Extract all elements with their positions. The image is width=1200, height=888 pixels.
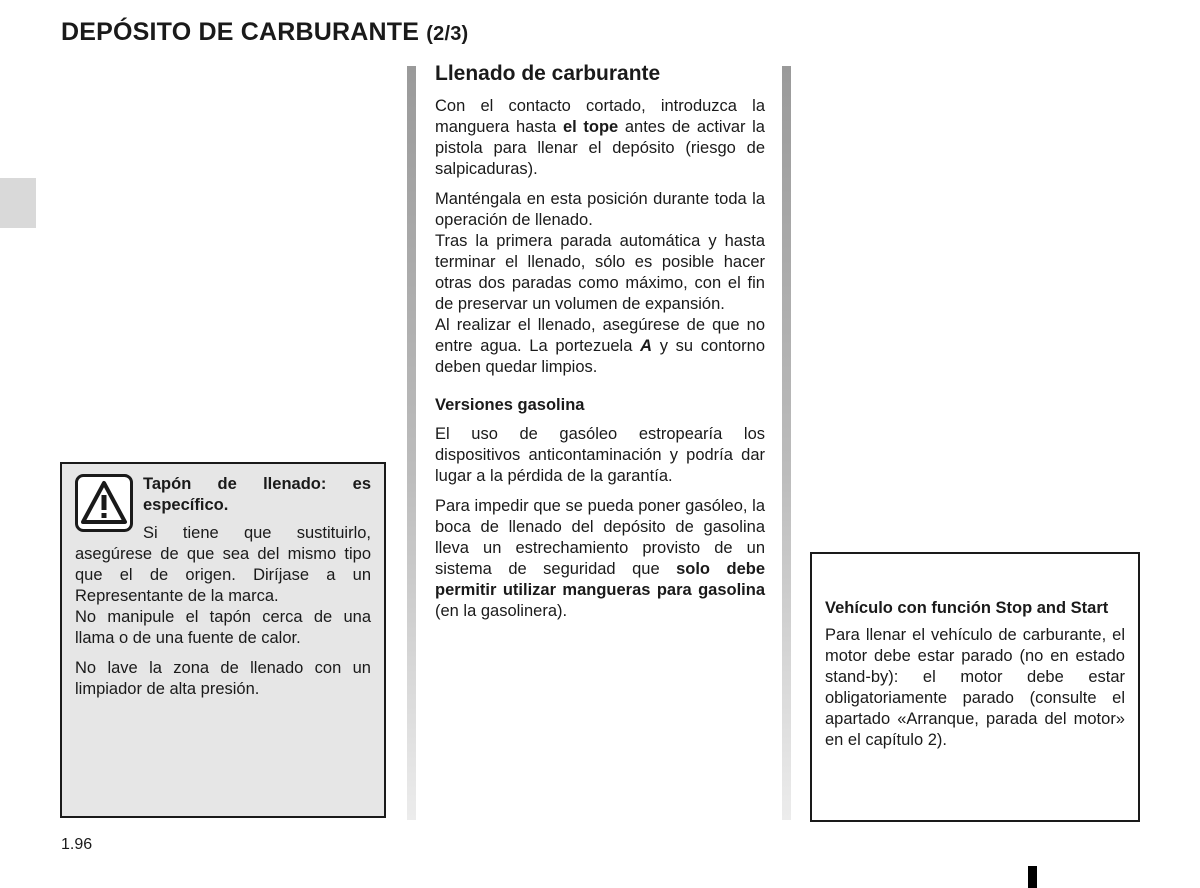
warning-box [60,462,386,818]
warning-title: Tapón de llenado: es específico. [143,475,371,514]
paragraph-safety-system-bold: solo debe permitir utilizar mangueras para gasolina [435,560,765,599]
subsection-heading: Versiones gasolina [435,396,585,414]
page-title-text: DEPÓSITO DE CARBURANTE [61,18,420,46]
warning-paragraph-replace: Si tiene que sustituirlo, asegúrese de que sea del mismo tipo que el de origen. Diríjase a un Representante de la marca. [75,524,371,605]
page-title-part: (2/3) [426,23,469,45]
paragraph-safety-system-part1: Para impedir que se pueda poner gasóleo, la boca de llenado del depósito de gasolina lleva un estrechamiento provisto de un sistema de seguridad que [435,497,765,578]
paragraph-water-warning-part2: y su contorno deben quedar limpios. [435,337,765,376]
paragraph-water-warning [435,315,765,378]
info-box-text: Para llenar el vehículo de carburante, el motor debe estar parado (no en estado stand-by): el motor debe estar obligatoriamente parado (consulte el apartado «Arranque, parada del motor» en el capítulo 2). [825,626,1125,749]
paragraph-insert-hose-bold: el tope [562,118,619,136]
corner-mark [1028,866,1037,888]
flap-reference-letter: A [640,337,653,355]
column-divider-left [407,66,416,820]
paragraph-safety-system [435,496,765,622]
paragraph-keep-position: Manténgala en esta posición durante toda la operación de llenado. [435,190,765,229]
warning-paragraph-pressure: No lave la zona de llenado con un limpiador de alta presión. [75,659,371,698]
middle-column [435,60,765,631]
column-divider-right [782,66,791,820]
page-title [61,18,468,47]
paragraph-safety-system-part2: (en la gasolinera). [435,602,568,620]
paragraph-water-warning-part1: Al realizar el llenado, asegúrese de que no entre agua. La portezuela [435,316,765,355]
paragraph-insert-hose [435,96,765,180]
paragraph-insert-hose-part1: Con el contacto cortado, introduzca la manguera hasta [435,97,765,136]
warning-paragraph-heat: No manipule el tapón cerca de una llama o de una fuente de calor. [75,608,371,647]
paragraph-automatic-stops: Tras la primera parada automática y hasta terminar el llenado, sólo es posible hacer otras dos paradas como máximo, con el fin de preservar un volumen de expansión. [435,232,765,313]
info-box-stop-start [810,552,1140,822]
section-heading: Llenado de carburante [435,62,661,85]
chapter-side-tab [0,178,36,228]
paragraph-insert-hose-part2: antes de activar la pistola para llenar el depósito (riesgo de salpicaduras). [435,118,765,178]
info-box-title: Vehículo con función Stop and Start [825,599,1109,617]
warning-triangle-icon [75,474,133,532]
page-number: 1.96 [61,836,93,853]
paragraph-diesel-damage: El uso de gasóleo estropearía los dispositivos anticontaminación y podría dar lugar a la pérdida de la garantía. [435,425,765,485]
